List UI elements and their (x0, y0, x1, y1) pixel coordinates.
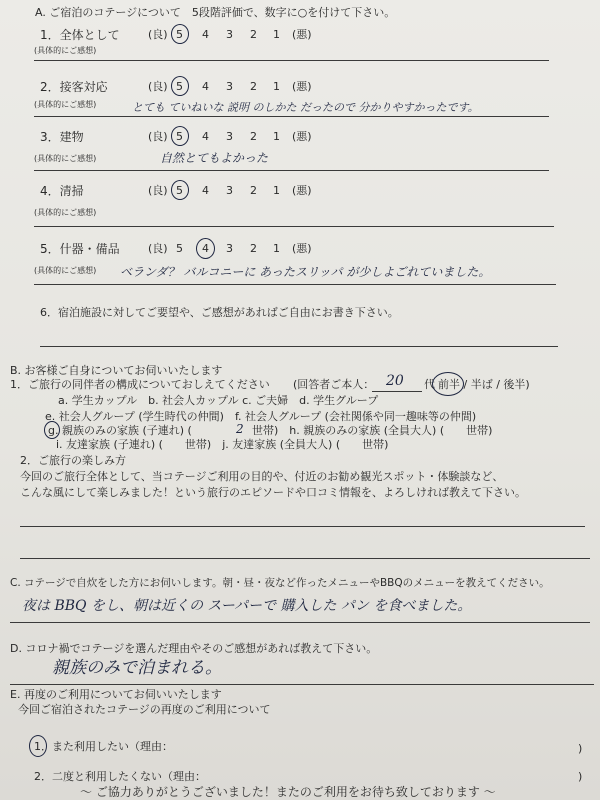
answer-line (34, 60, 549, 61)
item-2-score-5: 5 (176, 80, 183, 93)
footer-thanks: ～ ご協力ありがとうございました！またのご利用をお待ち致しております ～ (80, 785, 496, 799)
selection-circle (171, 76, 189, 96)
item-1-score-3: 3 (226, 28, 233, 41)
item-5-score-3: 3 (226, 242, 233, 255)
item-3-score-3: 3 (226, 130, 233, 143)
reuse-option-2: 2．二度と利用したくない（理由： (34, 770, 206, 783)
section-d-answer: 親族のみで泊まれる。 (52, 658, 222, 678)
item-5-bad: (悪) (292, 242, 312, 255)
section-b-q2-desc-2: こんな風にして楽しみました！という旅行のエピソードや口コミ情報を、よろしければ教えて下さい。 (20, 486, 526, 499)
item-4-good: (良) (148, 184, 168, 197)
answer-line (34, 284, 556, 285)
section-b-header: B. お客様ご自身についてお伺いいたします (10, 364, 223, 377)
option-row-4: i. 友達家族 (子連れ) ( 世帯) j. 友達家族 (全員大人) ( 世帯) (56, 438, 389, 451)
item-3-bad: (悪) (292, 130, 312, 143)
item-4-score-3: 3 (226, 184, 233, 197)
item-1-good: (良) (148, 28, 168, 41)
item-1-score-5: 5 (176, 28, 183, 41)
item-4-score-5: 5 (176, 184, 183, 197)
answer-line (10, 684, 594, 685)
option-row-3b: 世帯) h. 親族のみの家族 (全員大人) ( 世帯) (252, 424, 493, 437)
reuse-option-2-close: ) (578, 770, 583, 783)
item-1-bad: (悪) (292, 28, 312, 41)
option-row-3a: g. 親族のみの家族 (子連れ) ( (48, 424, 192, 437)
answer-line (10, 622, 590, 623)
answer-line (20, 558, 590, 559)
item-3-score-1: 1 (273, 130, 280, 143)
item-5-score-5: 5 (176, 242, 183, 255)
section-d-header: D. コロナ禍でコテージを選んだ理由やそのご感想があれば教えて下さい。 (10, 642, 378, 655)
item-5-score-1: 1 (273, 242, 280, 255)
item-2-score-3: 3 (226, 80, 233, 93)
item-5-detail-label: (具体的にご感想) (34, 266, 97, 275)
item-5-good: (良) (148, 242, 168, 255)
selection-circle (44, 421, 60, 439)
answer-line (34, 170, 549, 171)
age-options: 前半 / 半ば / 後半) (438, 378, 530, 391)
age-suffix: 代 (424, 378, 435, 391)
selection-circle (196, 238, 215, 259)
item-5-label: 5．什器・備品 (40, 242, 120, 256)
answer-line (40, 346, 558, 347)
reuse-option-1-close: ) (578, 742, 583, 755)
item-2-score-2: 2 (250, 80, 257, 93)
section-b-q2: 2．ご旅行の楽しみ方 (20, 454, 126, 467)
item-2-bad: (悪) (292, 80, 312, 93)
item-1-detail-label: (具体的にご感想) (34, 46, 97, 55)
respondent-label: (回答者ご本人： (293, 378, 375, 391)
item-4-score-4: 4 (202, 184, 209, 197)
item-1-label: 1．全体として (40, 28, 120, 42)
item-3-score-4: 4 (202, 130, 209, 143)
item-2-label: 2．接客対応 (40, 80, 108, 94)
reuse-option-1: 1．また利用したい（理由： (34, 740, 173, 753)
item-1-score-2: 2 (250, 28, 257, 41)
option-row-1: a. 学生カップル b. 社会人カップル c. ご夫婦 d. 学生グループ (58, 394, 379, 407)
item-3-comment: 自然とてもよかった (160, 151, 269, 165)
selection-circle (171, 126, 189, 146)
answer-line (34, 226, 554, 227)
item-1-score-4: 4 (202, 28, 209, 41)
item-5-comment: ベランダ？ バルコニーに あったスリッパ が少しよごれていました。 (120, 265, 491, 279)
item-5-score-4: 4 (202, 242, 209, 255)
item-5-score-2: 2 (250, 242, 257, 255)
selection-circle (171, 24, 189, 44)
item-2-good: (良) (148, 80, 168, 93)
item-3-detail-label: (具体的にご感想) (34, 154, 97, 163)
age-value: 20 (386, 373, 404, 389)
item-1-score-1: 1 (273, 28, 280, 41)
section-c-answer: 夜は BBQ をし、朝は近くの スーパーで 購入した パン を食べました。 (22, 598, 472, 614)
item-2-detail-label: (具体的にご感想) (34, 100, 97, 109)
item-4-score-1: 1 (273, 184, 280, 197)
section-e-header: E. 再度のご利用についてお伺いいたします (10, 688, 222, 701)
section-b-q2-desc-1: 今回のご旅行全体として、当コテージご利用の目的や、付近のお勧め観光スポット・体験談など、 (20, 470, 504, 483)
answer-line (372, 391, 422, 392)
item-4-label: 4．清掃 (40, 184, 84, 198)
section-c-header: C. コテージで自炊をした方にお伺いします。朝・昼・夜など作ったメニューやBBQのメニューを教えてください。 (10, 577, 550, 589)
selection-circle (29, 735, 47, 757)
item-3-label: 3．建物 (40, 130, 84, 144)
option-row-2: e. 社会人グループ (学生時代の仲間) f. 社会人グループ (会社関係や同一趣味等の仲間) (45, 410, 477, 423)
section-b-q1: 1．ご旅行の同伴者の構成についておしえてください (10, 378, 270, 391)
item-6-label: 6．宿泊施設に対してご要望や、ご感想があればご自由にお書き下さい。 (40, 306, 399, 319)
item-2-comment: とても ていねいな 説明 のしかた だったので 分かりやすかったです。 (132, 101, 479, 114)
answer-line (34, 116, 549, 117)
section-a-header: A. ご宿泊のコテージについて 5段階評価で、数字に○を付けて下さい。 (35, 6, 396, 19)
household-count: 2 (236, 422, 244, 436)
item-2-score-1: 1 (273, 80, 280, 93)
item-4-score-2: 2 (250, 184, 257, 197)
selection-circle (432, 372, 464, 396)
item-2-score-4: 4 (202, 80, 209, 93)
item-3-score-5: 5 (176, 130, 183, 143)
section-e-sub: 今回ご宿泊されたコテージの再度のご利用について (18, 703, 271, 716)
answer-line (20, 526, 585, 527)
item-4-detail-label: (具体的にご感想) (34, 208, 97, 217)
item-3-good: (良) (148, 130, 168, 143)
selection-circle (171, 180, 189, 200)
item-4-bad: (悪) (292, 184, 312, 197)
item-3-score-2: 2 (250, 130, 257, 143)
